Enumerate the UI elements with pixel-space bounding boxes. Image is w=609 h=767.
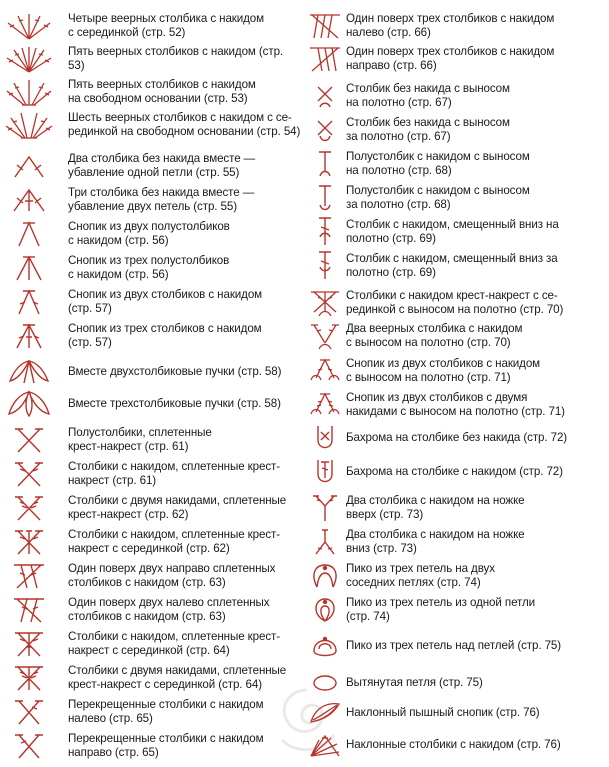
crossed-dc-center-2-icon: [0, 628, 58, 660]
fringe-sc-icon: [305, 422, 345, 454]
shell-4-center-icon: [0, 10, 58, 42]
list-item: [305, 320, 609, 352]
crossed-left-icon: [0, 696, 58, 728]
cluster-2-dc-icon: [0, 286, 58, 318]
list-item: [305, 43, 609, 75]
hdc-front-post-icon: [305, 148, 345, 180]
list-item: [305, 182, 609, 214]
watermark-logo: [262, 680, 352, 760]
shell-5-icon: [0, 43, 58, 75]
dc3tog-icon: [0, 184, 58, 216]
entry-text: Один поверх двух налево сплетенных столбиков с накидом (стр. 63): [68, 596, 270, 623]
entry-text: Вытянутая петля (стр. 75): [346, 676, 483, 689]
entry-text: Наклонный пышный снопик (стр. 76): [346, 706, 540, 719]
list-item: [0, 662, 305, 694]
list-item: [0, 286, 305, 318]
two-dc-leg-down-icon: [305, 526, 345, 558]
picot-one-loop-icon: [305, 594, 345, 626]
entry-text: Снопик из двух полустолбиков с накидом (стр. 56): [68, 220, 230, 247]
list-item: [0, 184, 305, 216]
entry-text: Шесть веерных столбиков с накидом с се- рединкой на свободном основании (стр. 54): [68, 111, 301, 138]
entry-text: Пять веерных столбиков с накидом на свободном основании (стр. 53): [68, 78, 256, 105]
list-item: [305, 355, 609, 387]
entry-text: Один поверх трех столбиков с накидом направо (стр. 66): [346, 45, 555, 72]
entry-text: Столбики с накидом, сплетенные крест- накрест с серединкой (стр. 64): [68, 630, 281, 657]
cluster-2-tr-post-icon: [305, 389, 345, 421]
list-item: [0, 388, 305, 420]
list-item: [0, 320, 305, 352]
entry-text: Полустолбик с накидом с выносом за полотно (стр. 68): [346, 184, 530, 211]
entry-text: Перекрещенные столбики с накидом налево (стр. 65): [68, 698, 264, 725]
dc-spike-back-icon: [305, 250, 345, 282]
shell-5-free-base-icon: [0, 76, 58, 108]
entry-text: Столбик с накидом, смещенный вниз за полотно (стр. 69): [346, 252, 558, 279]
entry-text: Два столбика с накидом на ножке вверх (стр. 73): [346, 494, 525, 521]
list-item: [0, 252, 305, 284]
entry-text: Столбики с двумя накидами, сплетенные крест-накрест с серединкой (стр. 64): [68, 664, 287, 691]
entry-text: Бахрома на столбике с накидом (стр. 72): [346, 465, 563, 478]
entry-text: Столбик без накида с выносом на полотно (стр. 67): [346, 82, 510, 109]
picot-two-loops-icon: [305, 560, 345, 592]
list-item: [0, 560, 305, 592]
cluster-2-hdc-icon: [0, 218, 58, 250]
crossed-tr-center-icon: [0, 662, 58, 694]
list-item: [305, 492, 609, 524]
list-item: [0, 109, 305, 141]
entry-text: Снопик из двух столбиков с двумя накидами с выносом на полотно (стр. 71): [346, 391, 565, 418]
entry-text: Вместе трехстолбиковые пучки (стр. 58): [68, 397, 281, 410]
list-item: [0, 76, 305, 108]
list-item: [305, 526, 609, 558]
list-item: [305, 389, 609, 421]
entry-text: Полустолбики, сплетенные крест-накрест (стр. 61): [68, 426, 212, 453]
list-item: [305, 80, 609, 112]
list-item: [0, 628, 305, 660]
entry-text: Три столбика без накида вместе — убавление двух петель (стр. 55): [68, 186, 255, 213]
entry-text: Столбик без накида с выносом за полотно (стр. 67): [346, 116, 510, 143]
entry-text: Снопик из трех полустолбиков с накидом (стр. 56): [68, 254, 230, 281]
cluster-2-post-icon: [305, 355, 345, 387]
entry-text: Пять веерных столбиков с накидом (стр. 53): [68, 45, 284, 72]
entry-text: Снопик из двух столбиков с накидом (стр. 57): [68, 288, 263, 315]
list-item: [305, 114, 609, 146]
list-item: [305, 148, 609, 180]
list-item: [0, 492, 305, 524]
three-dc-puffs-icon: [0, 388, 58, 420]
entry-text: Пико из трех петель на двух соседних петлях (стр. 74): [346, 562, 495, 589]
list-item: [0, 356, 305, 388]
list-item: [305, 630, 609, 662]
dc-spike-front-icon: [305, 216, 345, 248]
one-over-three-left-icon: [305, 10, 345, 42]
list-item: [0, 218, 305, 250]
entry-text: Столбики с накидом крест-накрест с се- рединкой с выносом на полотно (стр. 70): [346, 289, 564, 316]
dc2tog-icon: [0, 150, 58, 182]
list-item: [305, 422, 609, 454]
entry-text: Два столбика без накида вместе — убавление одной петли (стр. 55): [68, 152, 256, 179]
hdc-back-post-icon: [305, 182, 345, 214]
crossed-hdc-icon: [0, 424, 58, 456]
list-item: [0, 10, 305, 42]
one-over-two-left-icon: [0, 594, 58, 626]
entry-text: Столбики с накидом, сплетенные крест- накрест с серединкой (стр. 62): [68, 528, 281, 555]
one-over-three-right-icon: [305, 43, 345, 75]
list-item: [305, 287, 609, 319]
entry-text: Столбик с накидом, смещенный вниз на полотно (стр. 69): [346, 218, 559, 245]
crossed-dc-center-icon: [0, 526, 58, 558]
entry-text: Снопик из двух столбиков с накидом с выносом на полотно (стр. 71): [346, 357, 541, 384]
list-item: [0, 424, 305, 456]
entry-text: Пико из трех петель над петлей (стр. 75): [346, 639, 562, 652]
sc-back-post-icon: [305, 114, 345, 146]
list-item: [305, 594, 609, 626]
entry-text: Вместе двухстолбиковые пучки (стр. 58): [68, 365, 282, 378]
entry-text: Пико из трех петель из одной петли (стр. 74): [346, 596, 536, 623]
entry-text: Два веерных столбика с накидом с выносом на полотно (стр. 70): [346, 322, 523, 349]
list-item: [305, 10, 609, 42]
two-dc-leg-up-icon: [305, 492, 345, 524]
crossed-tr-icon: [0, 492, 58, 524]
list-item: [0, 730, 305, 762]
entry-text: Наклонные столбики с накидом (стр. 76): [346, 738, 561, 751]
fringe-dc-icon: [305, 456, 345, 488]
entry-text: Один поверх трех столбиков с накидом налево (стр. 66): [346, 12, 555, 39]
crossed-dc-icon: [0, 458, 58, 490]
entry-text: Перекрещенные столбики с накидом направо (стр. 65): [68, 732, 264, 759]
entry-text: Один поверх двух направо сплетенных столбиков с накидом (стр. 63): [68, 562, 276, 589]
crossed-right-icon: [0, 730, 58, 762]
two-fan-post-icon: [305, 320, 345, 352]
list-item: [0, 458, 305, 490]
list-item: [0, 526, 305, 558]
list-item: [0, 43, 305, 75]
list-item: [305, 250, 609, 282]
picot-over-loop-icon: [305, 630, 345, 662]
one-over-two-right-icon: [0, 560, 58, 592]
entry-text: Столбики с двумя накидами, сплетенные крест-накрест (стр. 62): [68, 494, 287, 521]
entry-text: Столбики с накидом, сплетенные крест- накрест (стр. 61): [68, 460, 281, 487]
cluster-3-dc-icon: [0, 320, 58, 352]
entry-text: Снопик из трех столбиков с накидом (стр. 57): [68, 322, 262, 349]
crossed-center-post-icon: [305, 287, 345, 319]
list-item: [0, 696, 305, 728]
entry-text: Два столбика с накидом на ножке вниз (стр. 73): [346, 528, 525, 555]
shell-6-free-base-icon: [0, 109, 58, 141]
entry-text: Четыре веерных столбика с накидом с серединкой (стр. 52): [68, 12, 265, 39]
cluster-3-hdc-icon: [0, 252, 58, 284]
entry-text: Бахрома на столбике без накида (стр. 72): [346, 431, 568, 444]
list-item: [305, 456, 609, 488]
two-dc-puffs-icon: [0, 356, 58, 388]
list-item: [305, 560, 609, 592]
list-item: [0, 150, 305, 182]
list-item: [0, 594, 305, 626]
list-item: [305, 216, 609, 248]
entry-text: Полустолбик с накидом с выносом на полотно (стр. 68): [346, 150, 530, 177]
sc-front-post-icon: [305, 80, 345, 112]
